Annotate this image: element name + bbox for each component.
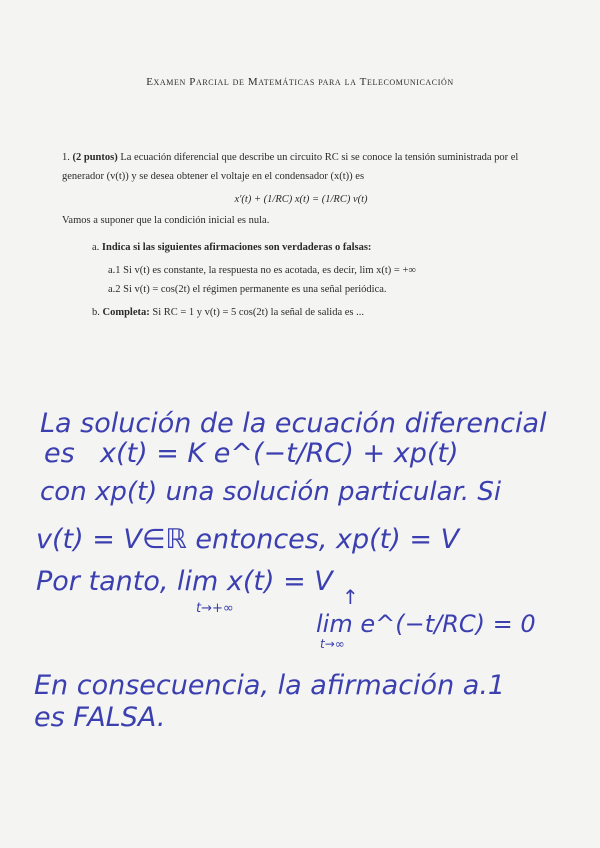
statement-a1: a.1 Si v(t) es constante, la respuesta no es acotada, es decir, lim x(t) = +∞ <box>108 265 416 276</box>
answer-line-6: lim e^(−t/RC) = 0 <box>316 610 536 638</box>
part-b-bold: Completa: <box>102 307 150 318</box>
part-a-label: a. <box>92 242 100 253</box>
answer-line-2-es: es <box>44 438 75 469</box>
problem-points: (2 puntos) <box>72 152 118 163</box>
problem-intro-text: La ecuación diferencial que describe un circuito RC si se conoce la tensión suministrada por el generador (v(t)) y se desea obtener el voltaje en el condensador (x(t)) es <box>62 152 519 182</box>
answer-line-3: con xp(t) una solución particular. Si <box>40 477 502 507</box>
arrow-up-icon: ↑ <box>342 585 359 609</box>
problem-number: 1. <box>62 152 70 163</box>
answer-line-5: Por tanto, lim x(t) = V <box>36 566 333 597</box>
answer-line-1: La solución de la ecuación diferencial <box>40 408 547 439</box>
statement-a2: a.2 Si v(t) = cos(2t) el régimen permanente es una señal periódica. <box>108 284 387 295</box>
answer-line-6-subscript: t→∞ <box>320 637 345 651</box>
part-b-text: Si RC = 1 y v(t) = 5 cos(2t) la señal de salida es ... <box>152 307 364 318</box>
initial-condition: Vamos a suponer que la condición inicial es nula. <box>62 215 270 226</box>
part-a-text: Indica si las siguientes afirmaciones son verdaderas o falsas: <box>101 242 372 253</box>
answer-line-7: En consecuencia, la afirmación a.1 <box>34 670 506 701</box>
answer-line-5-subscript: t→+∞ <box>196 601 234 616</box>
differential-equation: x′(t) + (1/RC) x(t) = (1/RC) v(t) <box>234 194 368 205</box>
answer-line-8: es FALSA. <box>34 702 166 733</box>
answer-line-2-equation: x(t) = K e^(−t/RC) + xp(t) <box>100 438 459 469</box>
answer-line-4: v(t) = V∈ℝ entonces, xp(t) = V <box>36 524 460 555</box>
exam-title: Examen Parcial de Matemáticas para la Telecomunicación <box>146 76 454 88</box>
part-b-label: b. <box>92 307 100 318</box>
